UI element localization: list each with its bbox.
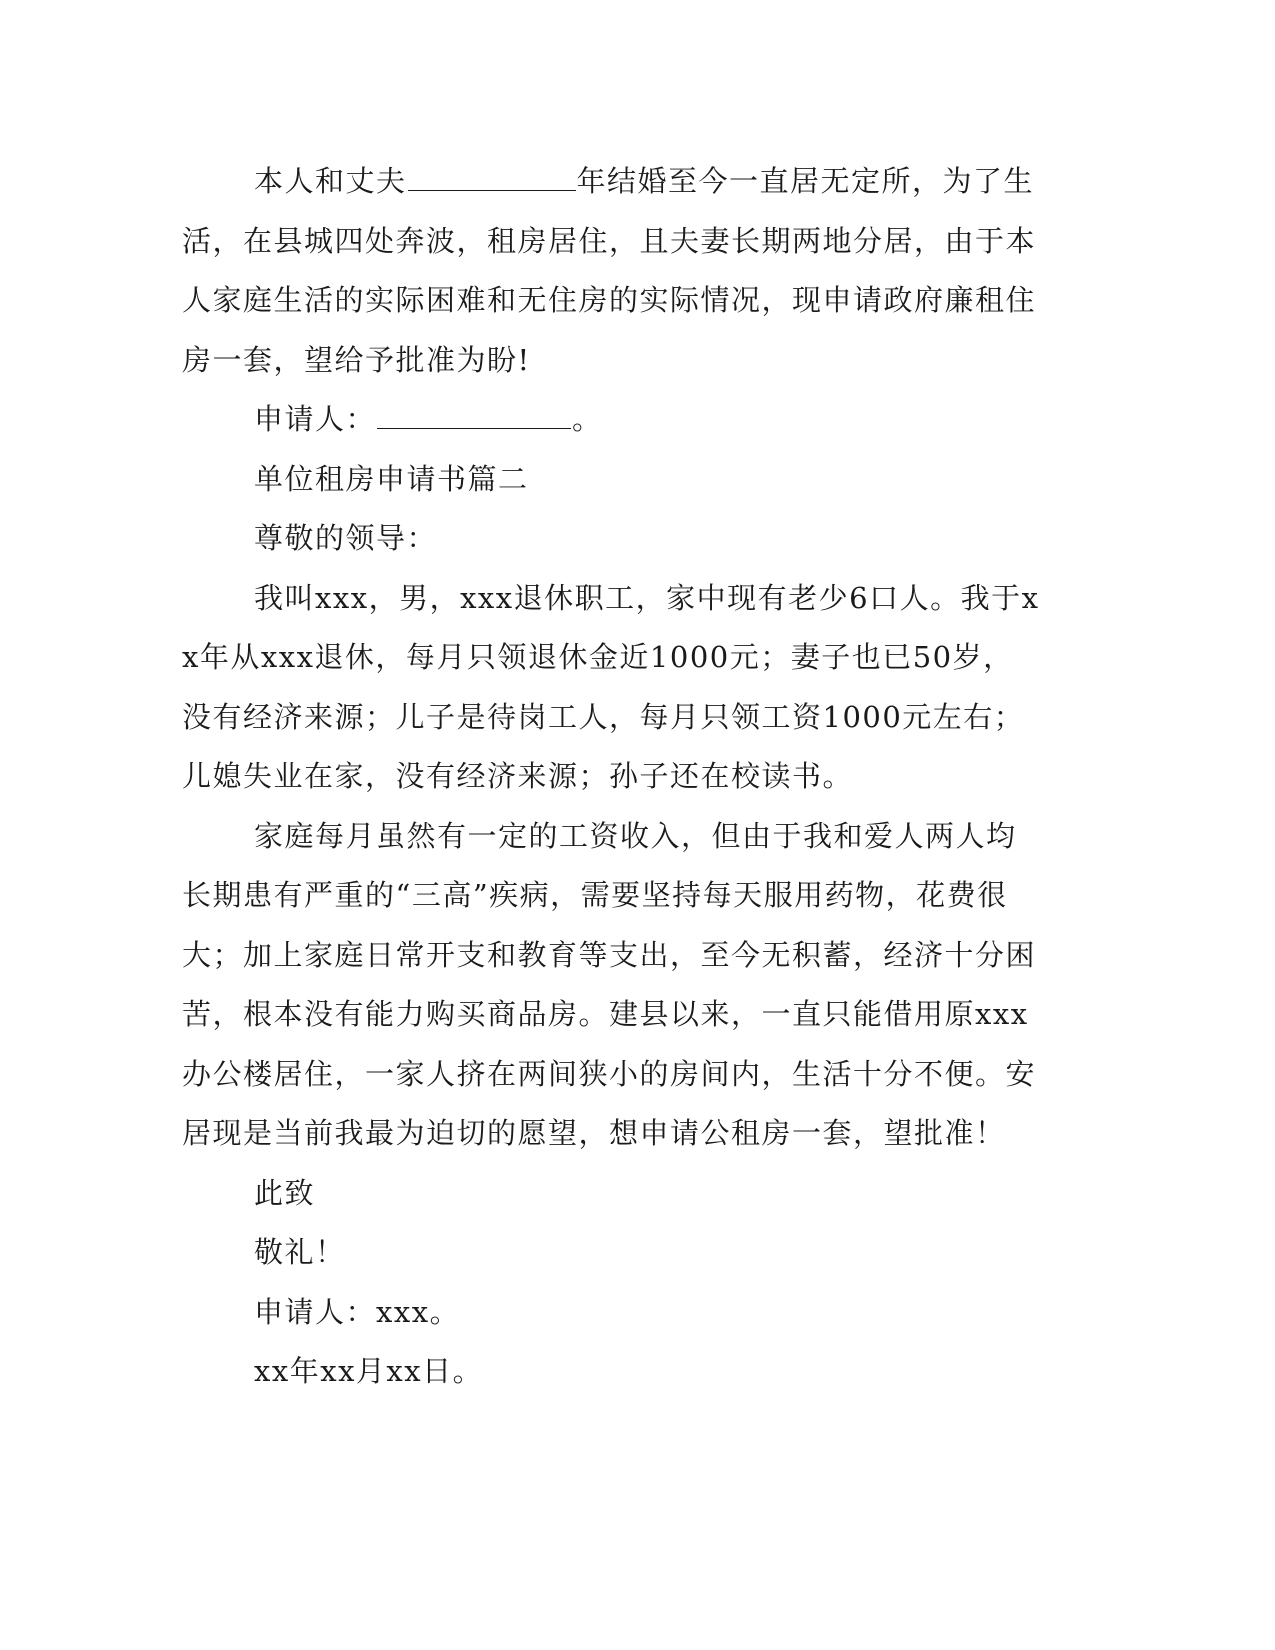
closing-cizhi: 此致 [254, 1175, 316, 1210]
paragraph-family: 我叫xxx，男，xxx退休职工，家中现有老少6口人。我于xx年从xxx退休，每月只领退休金近1000元；妻子也已50岁，没有经济来源；儿子是待岗工人，每月只领工资1000元左右；儿媳失业在家，没有经济来源；孙子还在校读书。 [182, 580, 1040, 793]
applicant-label: 申请人： [254, 402, 377, 436]
closing-jingli: 敬礼！ [254, 1235, 346, 1269]
applicant-suffix: 。 [572, 402, 603, 436]
salutation: 尊敬的领导： [254, 521, 438, 555]
applicant-line-2: 申请人：xxx。 [254, 1294, 461, 1329]
paragraph-request: 家庭每月虽然有一定的工资收入，但由于我和爱人两人均长期患有严重的“三高”疾病，需要坚持每天服用药物，花费很大；加上家庭日常开支和教育等支出，至今无积蓄，经济十分困苦，根本没有能力购买商品房。建县以来，一直只能借用原xxx办公楼居住，一家人挤在两间狭小的房间内，生活十分不便。安居现是当前我最为迫切的愿望，想申请公租房一套，望批准！ [182, 818, 1037, 1150]
paragraph-marriage-lead: 本人和丈夫 [254, 164, 407, 198]
marriage-year-blank[interactable] [408, 166, 576, 191]
document-page [182, 152, 1042, 1402]
paragraph-marriage [182, 152, 1042, 390]
applicant-line-1 [182, 390, 1042, 450]
section-title: 单位租房申请书篇二 [254, 461, 529, 496]
date-line: xx年xx月xx日。 [254, 1354, 484, 1388]
applicant-name-blank[interactable] [377, 404, 571, 429]
paragraph-marriage-body: 年结婚至今一直居无定所，为了生活，在县城四处奔波，租房居住，且夫妻长期两地分居，由于本人家庭生活的实际困难和无住房的实际情况，现申请政府廉租住房一套，望给予批准为盼! [182, 164, 1037, 377]
